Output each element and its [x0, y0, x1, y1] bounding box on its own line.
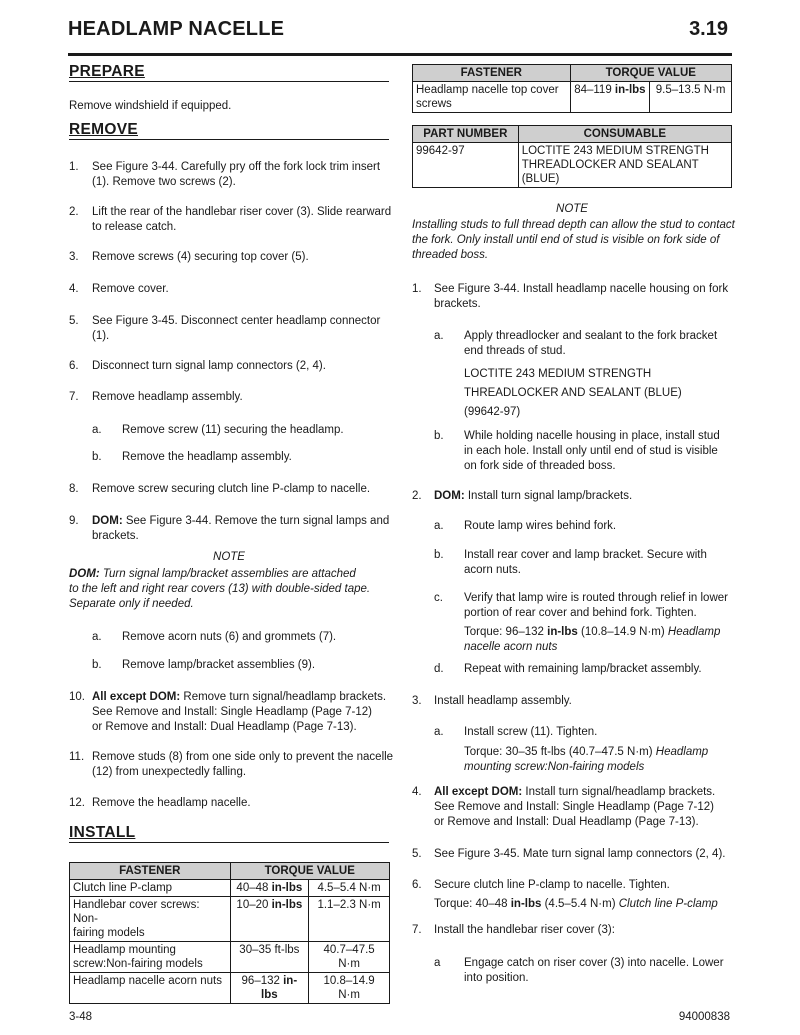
table-header-row	[413, 65, 732, 82]
table-row	[413, 82, 732, 113]
step-text: to release catch.	[92, 221, 177, 233]
step-number: 9.	[69, 515, 79, 527]
step-text: (1). Remove two screws (2).	[92, 176, 236, 188]
document-number: 94000838	[678, 1011, 730, 1023]
consumable-text: THREADLOCKER AND SEALANT (BLUE)	[464, 387, 682, 399]
header-rule	[68, 53, 732, 56]
fastener-cell: Headlamp nacelle top cover screws	[413, 82, 571, 113]
step-text: in each hole. Install only until end of stud is visible	[464, 445, 718, 457]
step-number: 10.	[69, 691, 85, 703]
step-number: 11.	[69, 751, 85, 763]
metric-cell: 9.5–13.5 N·m	[650, 82, 732, 113]
torque-spec: Torque: 96–132 in-lbs (10.8–14.9 N·m) Headlamp	[464, 626, 721, 638]
step-text: portion of rear cover and behind fork. Tighten.	[464, 607, 697, 619]
substep-letter: b.	[434, 549, 444, 561]
torque-cell: 84–119 in-lbs	[570, 82, 650, 113]
step-text: Remove cover.	[92, 283, 169, 295]
torque-table-right	[412, 64, 732, 113]
step-text: Install rear cover and lamp bracket. Secure with	[464, 549, 707, 561]
torque-cell: 40–48 in-lbs	[230, 880, 309, 897]
note-text: Installing studs to full thread depth can allow the stud to contact	[412, 219, 735, 231]
substep-letter: b.	[434, 430, 444, 442]
step-text: (1).	[92, 330, 110, 342]
step-text: brackets.	[92, 530, 139, 542]
step-number: 3.	[69, 251, 79, 263]
torque-table-left	[69, 862, 390, 1004]
step-text: See Figure 3-45. Disconnect center headlamp connector	[92, 315, 381, 327]
step-number: 1.	[412, 283, 422, 295]
table-row	[70, 897, 390, 942]
metric-cell: 40.7–47.5 N·m	[309, 942, 390, 973]
table-row	[70, 973, 390, 1004]
step-text: Secure clutch line P-clamp to nacelle. Tighten.	[434, 879, 670, 891]
note-title: NOTE	[556, 203, 588, 215]
table-header-torque: TORQUE VALUE	[230, 863, 390, 880]
step-number: 4.	[412, 786, 422, 798]
step-text: Remove studs (8) from one side only to prevent the nacelle	[92, 751, 394, 763]
step-text: Remove the headlamp nacelle.	[92, 797, 251, 809]
step-text: Remove lamp/bracket assemblies (9).	[122, 659, 316, 671]
note-text: DOM: Turn signal lamp/bracket assemblies are attached	[69, 568, 356, 580]
consumable-text: LOCTITE 243 MEDIUM STRENGTH	[464, 368, 652, 380]
substep-letter: a.	[92, 424, 102, 436]
step-text: All except DOM: Install turn signal/headlamp brackets.	[434, 786, 716, 798]
substep-letter: a	[434, 957, 441, 969]
torque-cell: 96–132 in-lbs	[230, 973, 309, 1004]
step-text: DOM: Install turn signal lamp/brackets.	[434, 490, 633, 502]
step-text: Remove headlamp assembly.	[92, 391, 243, 403]
step-text: See Figure 3-44. Carefully pry off the fork lock trim insert	[92, 161, 381, 173]
substep-letter: b.	[92, 451, 102, 463]
table-header-part-number: PART NUMBER	[413, 126, 519, 143]
substep-letter: c.	[434, 592, 443, 604]
step-text: Remove screws (4) securing top cover (5).	[92, 251, 309, 263]
note-text: Separate only if needed.	[69, 598, 194, 610]
substep-letter: b.	[92, 659, 102, 671]
step-text: See Figure 3-45. Mate turn signal lamp connectors (2, 4).	[434, 848, 726, 860]
step-text: Verify that lamp wire is routed through relief in lower	[464, 592, 728, 604]
step-text: on fork side of threaded boss.	[464, 460, 616, 472]
step-number: 1.	[69, 161, 79, 173]
step-text: Repeat with remaining lamp/bracket assembly.	[464, 663, 702, 675]
section-number: 3.19	[689, 18, 728, 40]
substep-letter: a.	[434, 726, 444, 738]
step-text: Remove the headlamp assembly.	[122, 451, 292, 463]
substep-letter: a.	[434, 330, 444, 342]
fastener-cell: Headlamp mounting screw:Non-fairing models	[70, 942, 231, 973]
table-header-consumable: CONSUMABLE	[518, 126, 731, 143]
step-number: 7.	[412, 924, 422, 936]
step-number: 8.	[69, 483, 79, 495]
step-number: 4.	[69, 283, 79, 295]
step-text: Lift the rear of the handlebar riser cover (3). Slide rearward	[92, 206, 392, 218]
fastener-cell: Handlebar cover screws: Non- fairing models	[70, 897, 231, 942]
prepare-text: Remove windshield if equipped.	[69, 100, 232, 112]
step-text: Remove acorn nuts (6) and grommets (7).	[122, 631, 337, 643]
consumable-table	[412, 125, 732, 188]
step-number: 5.	[412, 848, 422, 860]
note-text: to the left and right rear covers (13) with double-sided tape.	[69, 583, 371, 595]
metric-cell: 1.1–2.3 N·m	[309, 897, 390, 942]
step-text: DOM: See Figure 3-44. Remove the turn signal lamps and	[92, 515, 390, 527]
note-text: threaded boss.	[412, 249, 489, 261]
torque-spec: Torque: 40–48 in-lbs (4.5–5.4 N·m) Clutch line P-clamp	[434, 898, 718, 910]
step-text: brackets.	[434, 298, 481, 310]
step-text: or Remove and Install: Dual Headlamp (Page 7-13).	[92, 721, 357, 733]
table-header-fastener: FASTENER	[70, 863, 231, 880]
step-number: 2.	[69, 206, 79, 218]
table-header-row	[70, 863, 390, 880]
step-text: All except DOM: Remove turn signal/headlamp brackets.	[92, 691, 387, 703]
step-text: Disconnect turn signal lamp connectors (2, 4).	[92, 360, 326, 372]
step-number: 12.	[69, 797, 85, 809]
substep-letter: a.	[434, 520, 444, 532]
step-number: 7.	[69, 391, 79, 403]
consumable-text: (99642-97)	[464, 406, 521, 418]
step-text: Apply threadlocker and sealant to the fork bracket	[464, 330, 718, 342]
step-text: Install headlamp assembly.	[434, 695, 572, 707]
table-header-fastener: FASTENER	[413, 65, 571, 82]
note-title: NOTE	[213, 551, 245, 563]
remove-heading: REMOVE	[69, 122, 389, 140]
torque-spec: nacelle acorn nuts	[464, 641, 558, 653]
step-number: 3.	[412, 695, 422, 707]
torque-spec: Torque: 30–35 ft-lbs (40.7–47.5 N·m) Headlamp	[464, 746, 709, 758]
step-number: 6.	[412, 879, 422, 891]
table-row	[413, 143, 732, 188]
torque-cell: 30–35 ft-lbs	[230, 942, 309, 973]
table-row	[70, 880, 390, 897]
table-header-torque: TORQUE VALUE	[570, 65, 731, 82]
step-text: Engage catch on riser cover (3) into nacelle. Lower	[464, 957, 724, 969]
step-text: See Remove and Install: Single Headlamp (Page 7-12)	[92, 706, 372, 718]
step-text: Remove screw (11) securing the headlamp.	[122, 424, 344, 436]
step-text: See Remove and Install: Single Headlamp (Page 7-12)	[434, 801, 714, 813]
step-number: 2.	[412, 490, 422, 502]
consumable-cell: LOCTITE 243 MEDIUM STRENGTH THREADLOCKER AND SEALANT (BLUE)	[518, 143, 731, 188]
prepare-heading: PREPARE	[69, 64, 389, 82]
step-text: While holding nacelle housing in place, install stud	[464, 430, 720, 442]
fastener-cell: Headlamp nacelle acorn nuts	[70, 973, 231, 1004]
step-text: Remove screw securing clutch line P-clamp to nacelle.	[92, 483, 371, 495]
step-text: or Remove and Install: Dual Headlamp (Page 7-13).	[434, 816, 699, 828]
table-row	[70, 942, 390, 973]
substep-letter: a.	[92, 631, 102, 643]
step-text: (12) from unexpectedly falling.	[92, 766, 247, 778]
step-number: 5.	[69, 315, 79, 327]
step-text: acorn nuts.	[464, 564, 521, 576]
torque-cell: 10–20 in-lbs	[230, 897, 309, 942]
step-text: end threads of stud.	[464, 345, 566, 357]
step-number: 6.	[69, 360, 79, 372]
note-text: the fork. Only install until end of stud is visible on fork side of	[412, 234, 720, 246]
torque-spec: mounting screw:Non-fairing models	[464, 761, 645, 773]
step-text: into position.	[464, 972, 529, 984]
metric-cell: 10.8–14.9 N·m	[309, 973, 390, 1004]
step-text: See Figure 3-44. Install headlamp nacelle housing on fork	[434, 283, 729, 295]
part-number-cell: 99642-97	[413, 143, 519, 188]
metric-cell: 4.5–5.4 N·m	[309, 880, 390, 897]
page-title: HEADLAMP NACELLE	[68, 18, 285, 40]
install-heading: INSTALL	[69, 825, 389, 843]
page-number: 3-48	[69, 1011, 93, 1023]
step-text: Route lamp wires behind fork.	[464, 520, 617, 532]
step-text: Install screw (11). Tighten.	[464, 726, 598, 738]
substep-letter: d.	[434, 663, 444, 675]
fastener-cell: Clutch line P-clamp	[70, 880, 231, 897]
table-header-row	[413, 126, 732, 143]
step-text: Install the handlebar riser cover (3):	[434, 924, 615, 936]
